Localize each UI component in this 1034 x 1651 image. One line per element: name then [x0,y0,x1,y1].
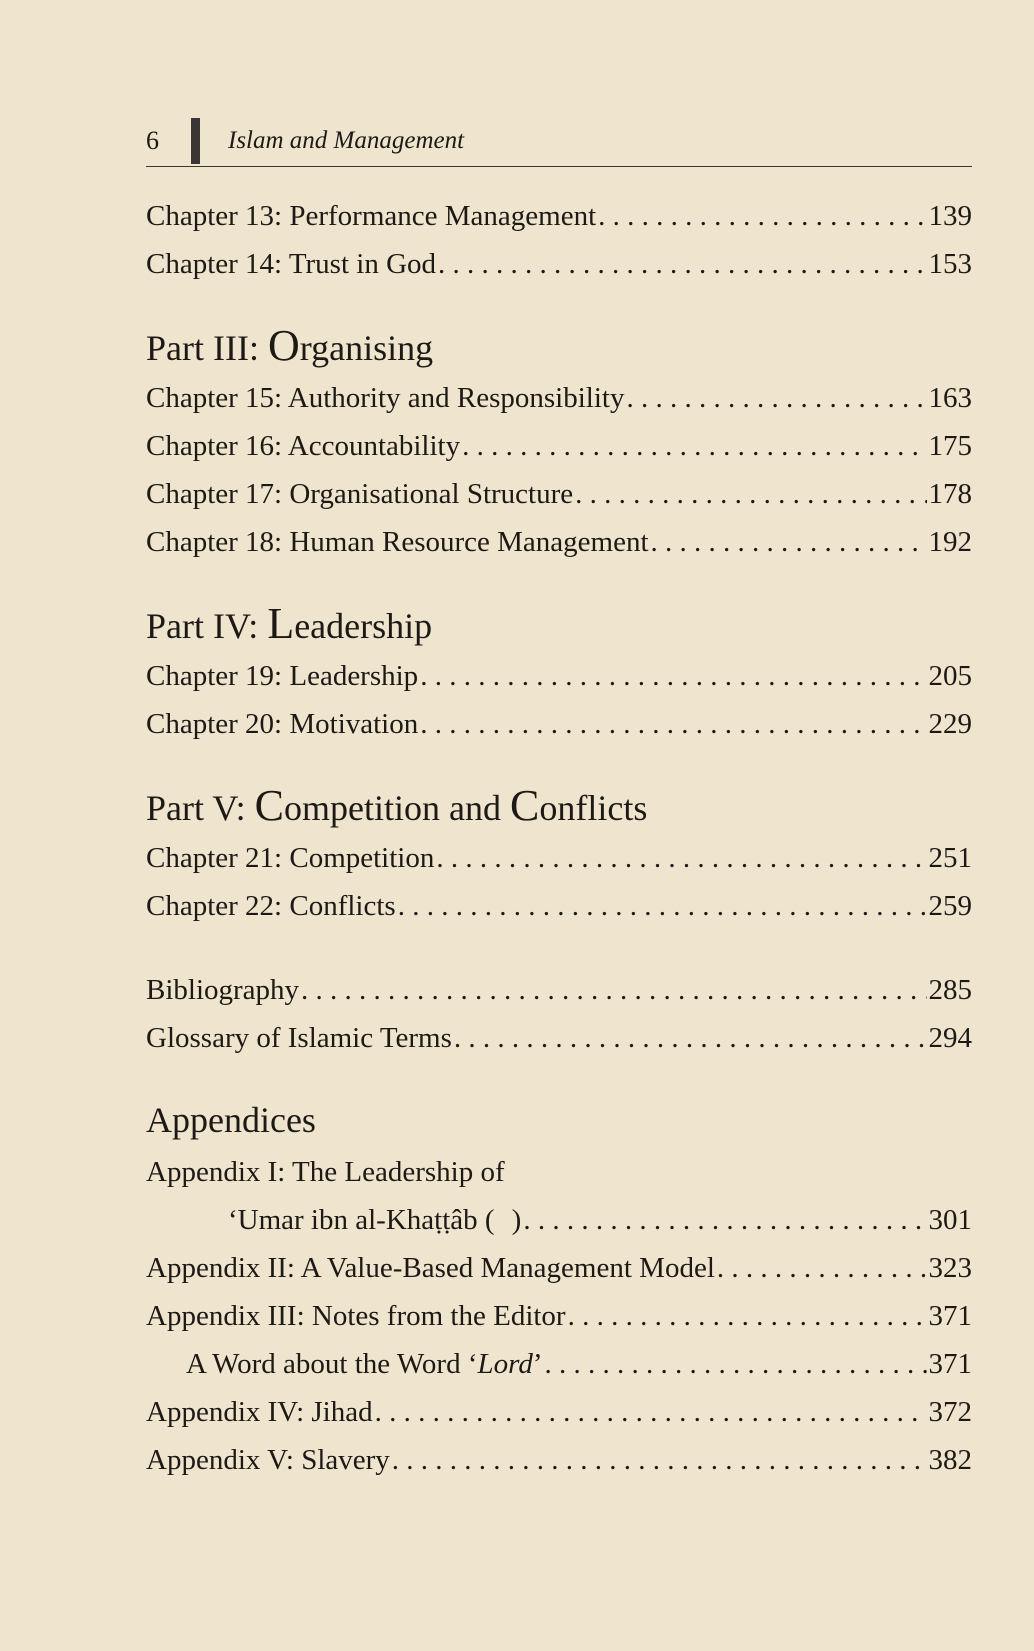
toc-entry[interactable] [146,422,972,470]
dot-leader [598,192,926,240]
toc-entry-label [146,1196,521,1246]
part-initial: O [267,321,300,370]
toc-entry[interactable] [146,240,972,288]
book-title: Islam and Management [228,127,465,154]
page-number: 6 [146,126,159,155]
part-title-rest: onflicts [539,788,648,828]
running-head [146,118,972,164]
toc-entry-label: Glossary of Islamic Terms [146,1022,452,1054]
toc-entry[interactable] [146,1388,972,1436]
dot-leader [301,966,926,1014]
part-prefix: Part V: [146,788,255,828]
toc-entry-page: 178 [928,478,972,510]
toc-entry-label [146,1340,543,1388]
dot-leader [454,1014,927,1062]
dot-leader [436,834,926,882]
toc-entry-text: ‘Umar ibn al-Khaṭṭâb ( [228,1204,495,1236]
part-prefix: Part IV: [146,606,268,646]
toc-entry-page: 372 [928,1396,972,1428]
honorific-symbol: ﷜ [494,1209,512,1234]
toc-entry-label: Chapter 15: Authority and Responsibility [146,382,625,414]
toc-entry-page: 139 [928,200,972,232]
toc-entry-label: Chapter 17: Organisational Structure [146,478,574,510]
toc-entry[interactable] [146,374,972,422]
dot-leader [462,422,926,470]
toc-entry-label: Chapter 18: Human Resource Management [146,526,649,558]
header-bar-ornament [191,118,200,164]
toc-entry-page: 229 [928,708,972,740]
toc-entry[interactable] [146,192,972,240]
toc-entry-label: Appendix III: Notes from the Editor [146,1300,566,1332]
toc-entry-text: ’ [532,1348,543,1380]
toc-entry-label: Bibliography [146,974,300,1006]
section-gap [146,930,972,966]
dot-leader [545,1340,927,1388]
toc-entry-label: Chapter 16: Accountability [146,430,461,462]
dot-leader [398,882,927,930]
toc-entry-label: Appendix IV: Jihad [146,1396,373,1428]
toc-entry[interactable] [146,1292,972,1340]
toc-entry-label: Chapter 19: Leadership [146,660,419,692]
part-title-rest: rganising [299,328,434,368]
part-heading-organising [146,318,972,374]
part-prefix: Part III: [146,328,268,368]
toc-entry-label: Chapter 13: Performance Management [146,200,597,232]
toc-entry-page: 323 [928,1252,972,1284]
toc-entry-label: Appendix II: A Value-Based Management Model [146,1252,715,1284]
part-title-rest: ompetition and [284,788,510,828]
toc-entry-page: 371 [928,1300,972,1332]
toc-entry-text: A Word about the Word ‘ [186,1348,478,1380]
toc-entry[interactable] [146,1244,972,1292]
toc-entry-page: 285 [928,974,972,1006]
toc-entry-page: 301 [928,1204,972,1236]
dot-leader [420,652,926,700]
toc-entry-label: Chapter 21: Competition [146,842,435,874]
toc-entry-italic-text: Lord [477,1348,533,1380]
toc-entry-page: 163 [928,382,972,414]
toc-entry-first-line[interactable] [146,1148,972,1196]
dot-leader [438,240,926,288]
toc-entry-label: Appendix V: Slavery [146,1444,390,1476]
toc-entry-label: Chapter 22: Conflicts [146,890,396,922]
toc-entry-page: 371 [928,1348,972,1380]
toc-entry[interactable] [146,700,972,748]
toc-entry-text: ) [511,1204,522,1236]
toc-entry-page: 259 [928,890,972,922]
dot-leader [626,374,926,422]
part-initial: L [267,599,295,648]
toc-entry-page: 251 [928,842,972,874]
toc-entry[interactable] [146,1014,972,1062]
part-initial: C [254,781,285,830]
dot-leader [523,1196,926,1244]
part-initial: C [510,781,540,830]
toc-entry-label: Chapter 20: Motivation [146,708,419,740]
part-heading-leadership [146,596,972,652]
dot-leader [420,700,926,748]
dot-leader [392,1436,927,1484]
appendices-heading: Appendices [146,1100,316,1140]
dot-leader [575,470,926,518]
toc-entry[interactable] [146,834,972,882]
toc-entry-page: 205 [928,660,972,692]
dot-leader [568,1292,927,1340]
header-rule [146,166,972,167]
toc-entry[interactable] [146,518,972,566]
part-title-rest: eadership [294,606,433,646]
toc-entry-page: 382 [928,1444,972,1476]
toc-entry[interactable] [146,470,972,518]
toc-entry-page: 294 [928,1022,972,1054]
toc-entry-label: Chapter 14: Trust in God [146,248,437,280]
toc-entry[interactable] [146,882,972,930]
part-heading-competition [146,778,972,834]
toc-subentry[interactable] [146,1340,972,1388]
dot-leader [651,518,927,566]
toc-entry-page: 175 [928,430,972,462]
toc-entry[interactable] [146,966,972,1014]
dot-leader [717,1244,927,1292]
toc-entry[interactable] [146,652,972,700]
toc-entry-label: Appendix I: The Leadership of [146,1156,505,1188]
dot-leader [375,1388,927,1436]
table-of-contents [146,192,972,1484]
toc-entry-continuation[interactable] [146,1196,972,1244]
toc-entry-page: 192 [928,526,972,558]
toc-entry[interactable] [146,1436,972,1484]
toc-entry-page: 153 [928,248,972,280]
